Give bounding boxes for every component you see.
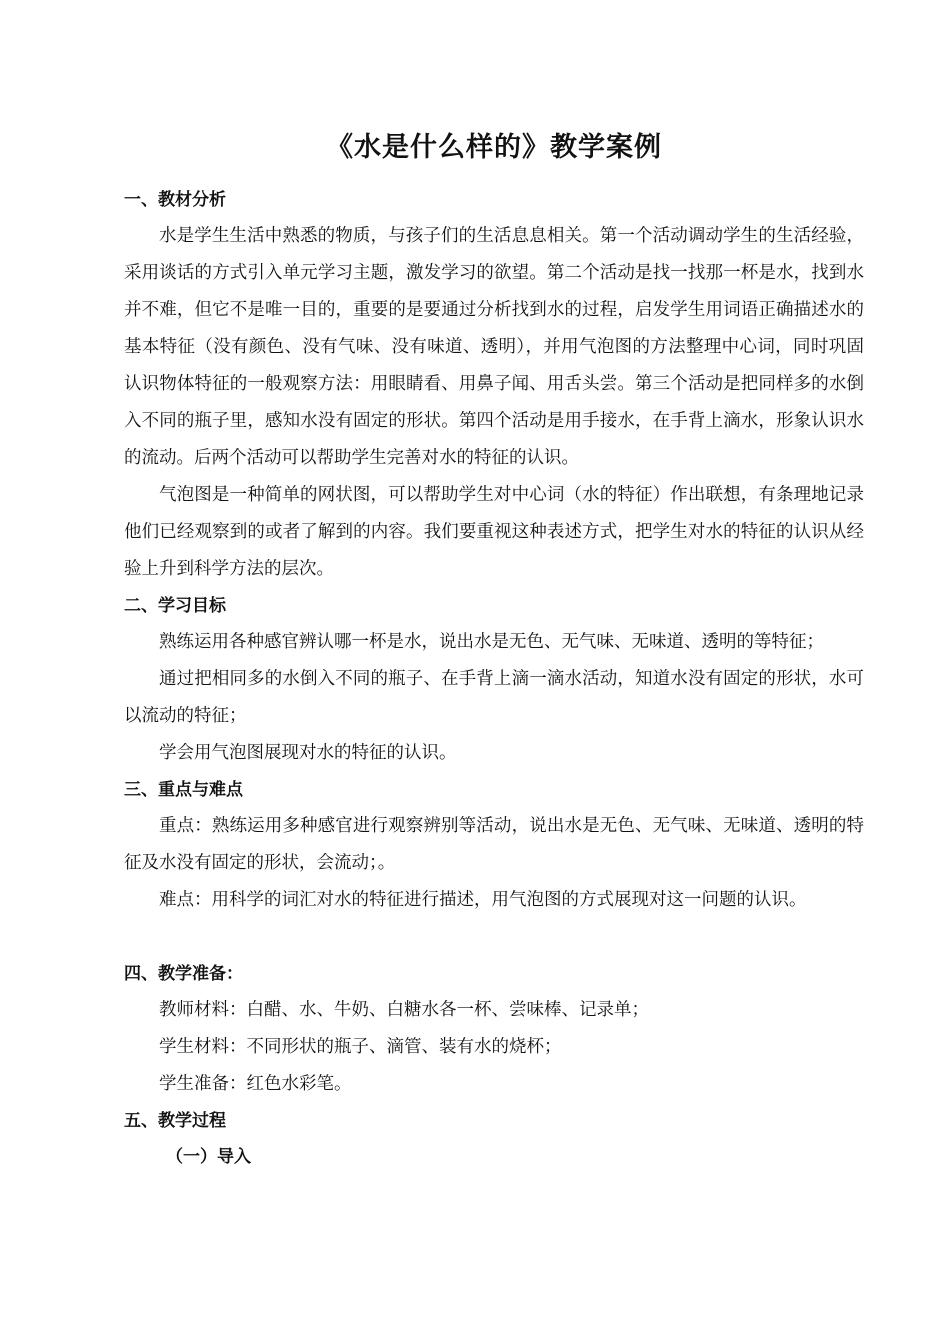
list-item: 学生材料：不同形状的瓶子、滴管、装有水的烧杯； — [159, 1037, 562, 1057]
section-heading: 二、学习目标 — [124, 596, 226, 616]
paragraph: 通过把相同多的水倒入不同的瓶子、在手背上滴一滴水活动，知道水没有固定的形状，水可以流动的特征； — [124, 669, 864, 726]
document-page — [124, 128, 864, 1175]
section-objectives — [124, 588, 864, 772]
paragraph: 学会用气泡图展现对水的特征的认识。 — [159, 743, 457, 763]
paragraph: 气泡图是一种简单的网状图，可以帮助学生对中心词（水的特征）作出联想，有条理地记录他们已经观察到的或者了解到的内容。我们要重视这种表述方式，把学生对水的特征的认识从经验上升到科学方法的层次。 — [124, 485, 864, 579]
section-analysis — [124, 182, 864, 588]
section-heading: 一、教材分析 — [124, 190, 226, 210]
section-key-points — [124, 772, 864, 919]
section-preparation — [124, 956, 864, 1103]
blank-line — [124, 919, 864, 956]
paragraph: 难点：用科学的词汇对水的特征进行描述，用气泡图的方式展现对这一问题的认识。 — [159, 890, 807, 910]
paragraph: 熟练运用各种感官辨认哪一杯是水，说出水是无色、无气味、无味道、透明的等特征； — [159, 632, 824, 652]
paragraph: 重点：熟练运用多种感官进行观察辨别等活动，说出水是无色、无气味、无味道、透明的特征及水没有固定的形状，会流动；。 — [124, 816, 864, 873]
sub-heading: （一）导入 — [166, 1147, 251, 1167]
list-item: 学生准备：红色水彩笔。 — [159, 1074, 352, 1094]
document-title: 《水是什么样的》教学案例 — [326, 132, 662, 163]
section-process — [124, 1103, 864, 1175]
paragraph: 水是学生生活中熟悉的物质，与孩子们的生活息息相关。第一个活动调动学生的生活经验，采用谈话的方式引入单元学习主题，激发学习的欲望。第二个活动是找一找那一杯是水，找到水并不难，但它不是唯一目的，重要的是要通过分析找到水的过程，启发学生用词语正确描述水的基本特征（没有颜色、没有气味、没有味道、透明），并用气泡图的方法整理中心词，同时巩固认识物体特征的一般观察方法：用眼睛看、用鼻子闻、用舌头尝。第三个活动是把同样多的水倒入不同的瓶子里，感知水没有固定的形状。第四个活动是用手接水，在手背上滴水，形象认识水的流动。后两个活动可以帮助学生完善对水的特征的认识。 — [124, 226, 864, 468]
section-heading: 五、教学过程 — [124, 1111, 226, 1131]
list-item: 教师材料：白醋、水、牛奶、白糖水各一杯、尝味棒、记录单； — [159, 1000, 649, 1020]
section-heading: 三、重点与难点 — [124, 780, 243, 800]
section-heading: 四、教学准备： — [124, 964, 243, 984]
